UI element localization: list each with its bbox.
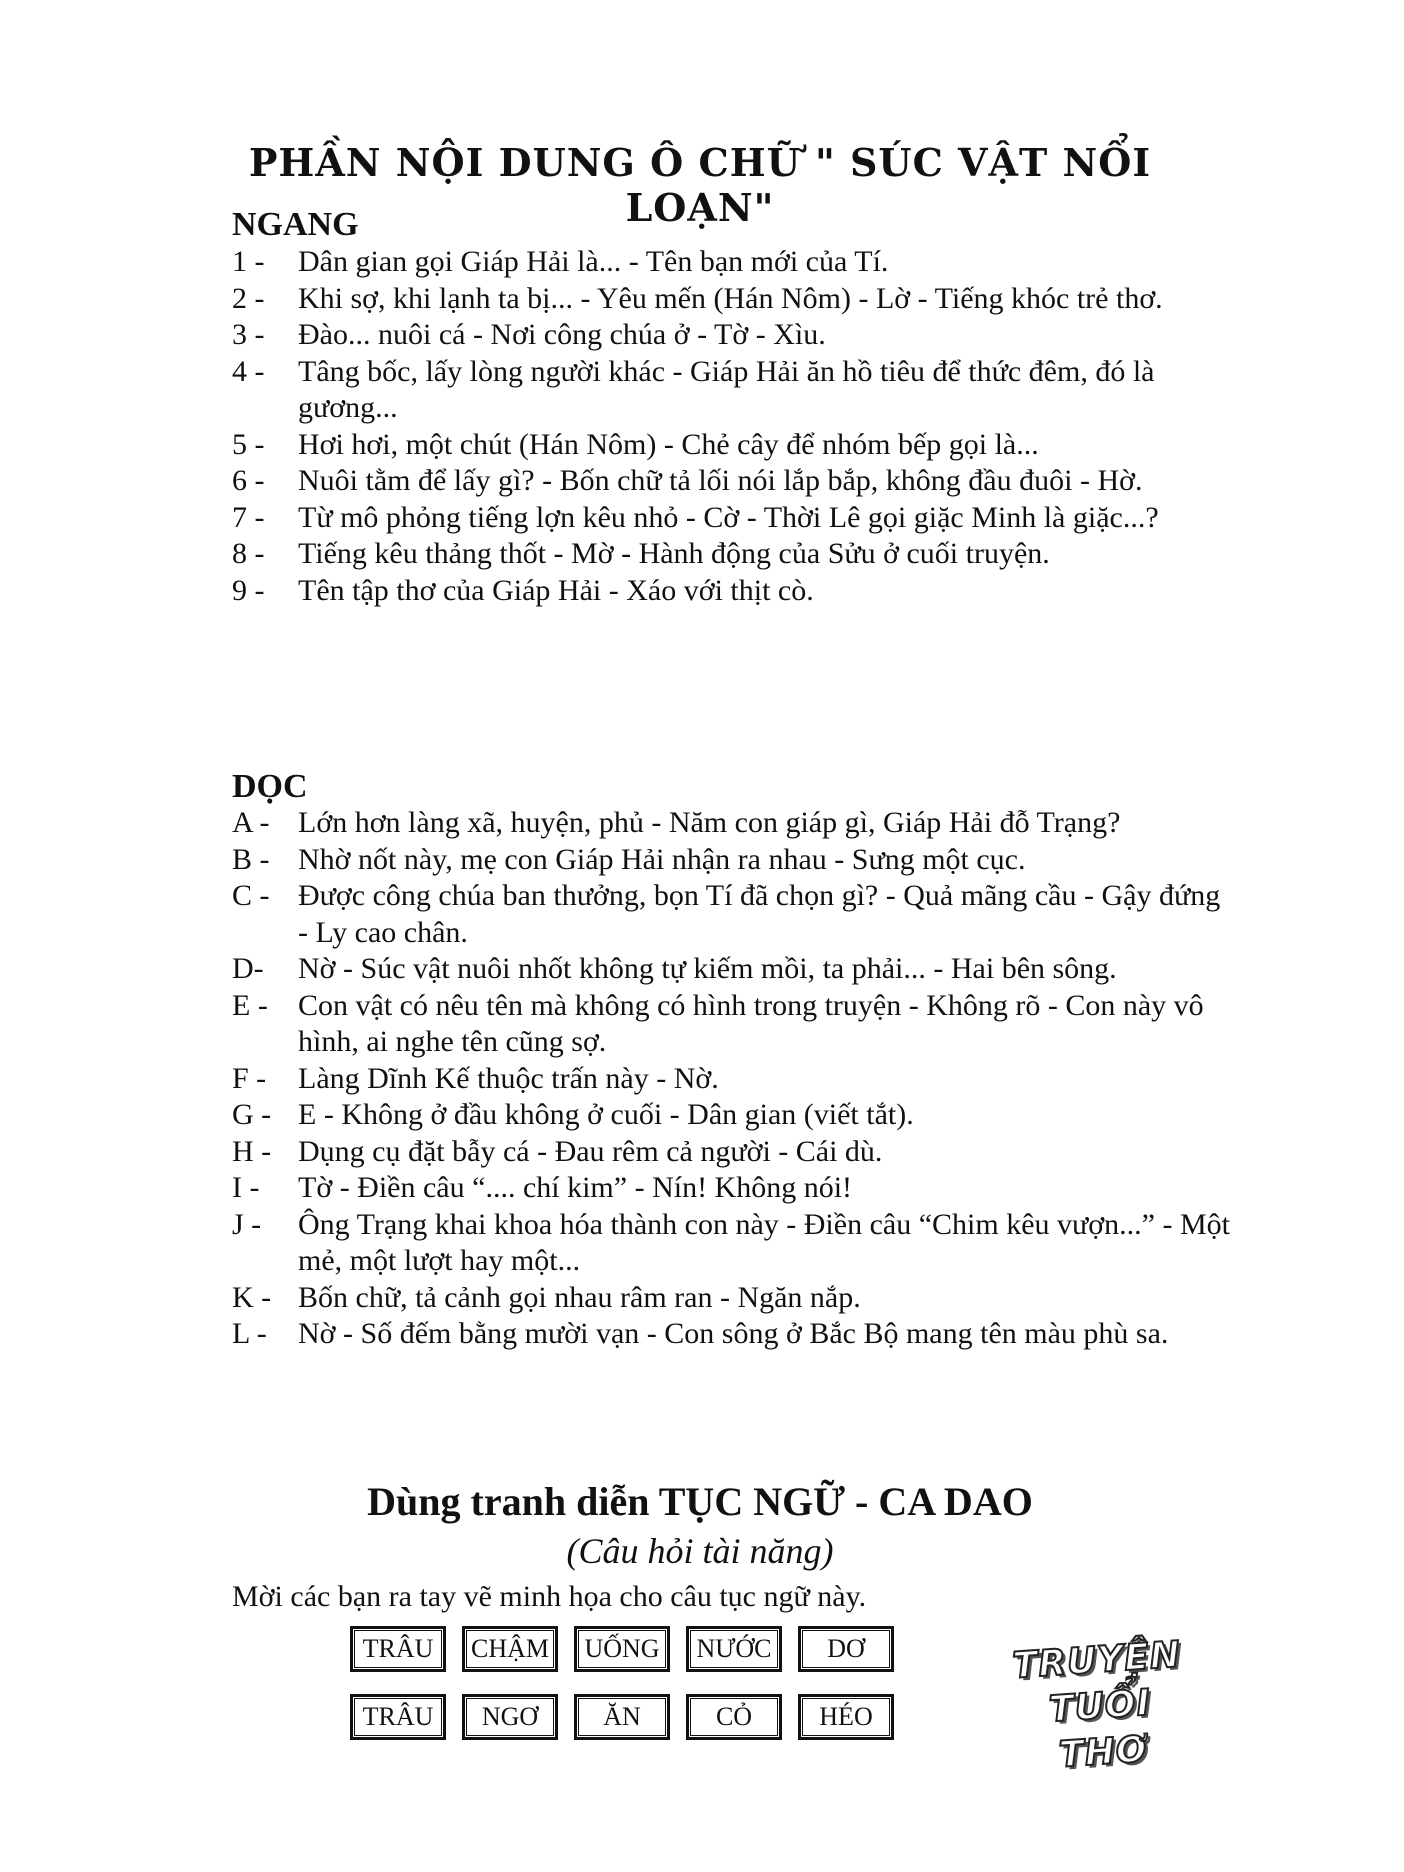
clue-item [232,354,1232,427]
word-box: TRÂU [350,1626,446,1672]
clue-number: E - [232,988,268,1022]
clue-item [232,536,1232,573]
word-box: DƠ [798,1626,894,1672]
clue-item [232,1280,1232,1317]
clue-text: Tờ - Điền câu “.... chí kim” - Nín! Không nói! [298,1171,853,1204]
clue-item [232,951,1232,988]
clue-text: Dụng cụ đặt bẫy cá - Đau rêm cả người - Cái dù. [298,1134,883,1168]
word-box: UỐNG [574,1626,670,1672]
clue-text: Lớn hơn làng xã, huyện, phủ - Năm con giáp gì, Giáp Hải đỗ Trạng? [298,806,1121,839]
clue-number: D- [232,952,264,985]
clue-number: F - [232,1061,267,1095]
clue-text: Làng Dĩnh Kế thuộc trấn này - Nờ. [298,1061,719,1095]
clue-text: Tiếng kêu thảng thốt - Mờ - Hành động của Sửu ở cuối truyện. [298,537,1050,570]
word-row-1 [350,1626,894,1672]
clue-text: Được công chúa ban thưởng, bọn Tí đã chọn gì? - Quả mãng cầu - Gậy đứng - Ly cao chân. [298,879,1221,949]
word-row-2 [350,1694,894,1740]
clue-text: Từ mô phỏng tiếng lợn kêu nhỏ - Cờ - Thời Lê gọi giặc Minh là giặc...? [298,500,1159,534]
clue-number: I - [232,1171,260,1204]
clue-number: 3 - [232,318,265,351]
clue-item [232,842,1232,879]
doc-heading: DỌC [232,768,308,805]
clue-item [232,1170,1232,1207]
clue-text: Tên tập thơ của Giáp Hải - Xáo với thịt cò. [298,573,814,607]
clue-item [232,1207,1232,1280]
clue-text: Tâng bốc, lấy lòng người khác - Giáp Hải ăn hồ tiêu để thức đêm, đó là gương... [298,354,1155,424]
word-box: NGƠ [462,1694,558,1740]
ngang-heading: NGANG [232,206,359,243]
clue-number: 2 - [232,281,265,315]
proverb-instruction: Mời các bạn ra tay vẽ minh họa cho câu tục ngữ này. [232,1580,867,1613]
clue-number: 5 - [232,427,265,461]
clue-number: J - [232,1207,262,1241]
clue-number: 1 - [232,245,265,278]
clue-text: Đào... nuôi cá - Nơi công chúa ở - Tờ - Xìu. [298,318,826,351]
clue-text: Nờ - Số đếm bằng mười vạn - Con sông ở Bắc Bộ mang tên màu phù sa. [298,1317,1169,1350]
clue-text: Con vật có nêu tên mà không có hình trong truyện - Không rõ - Con này vô hình, ai nghe tên cũng sợ. [298,988,1204,1058]
clue-number: 7 - [232,500,265,534]
clue-item [232,1316,1232,1353]
clue-item [232,281,1232,318]
word-box: ĂN [574,1694,670,1740]
clue-number: C - [232,879,270,912]
clue-number: H - [232,1134,272,1168]
clue-number: 8 - [232,537,265,570]
truyen-tuoi-tho-logo [1009,1632,1188,1776]
clue-text: Bốn chữ, tả cảnh gọi nhau râm ran - Ngăn nắp. [298,1280,861,1314]
word-box: NƯỚC [686,1626,782,1672]
clue-item [232,463,1232,500]
page-title: PHẦN NỘI DUNG Ô CHỮ " SÚC VẬT NỔI LOẠN" [248,140,1152,230]
clue-item [232,427,1232,464]
clue-item [232,500,1232,537]
clue-text: E - Không ở đầu không ở cuối - Dân gian (viết tắt). [298,1098,914,1131]
clue-number: G - [232,1098,272,1131]
clue-item [232,1097,1232,1134]
word-box: CỎ [686,1694,782,1740]
clue-number: 4 - [232,354,265,388]
word-box: HÉO [798,1694,894,1740]
clue-number: 6 - [232,464,265,497]
proverb-subtitle: (Câu hỏi tài năng) [566,1531,834,1571]
clue-number: 9 - [232,573,265,607]
logo-line-2: TUỔI THƠ [1047,1682,1153,1776]
clue-item [232,573,1232,610]
word-box: TRÂU [350,1694,446,1740]
clue-number: L - [232,1317,267,1350]
clue-item [232,988,1232,1061]
clue-item [232,244,1232,281]
clue-number: A - [232,806,270,839]
clue-item [232,805,1232,842]
clue-item [232,317,1232,354]
clue-text: Nuôi tằm để lấy gì? - Bốn chữ tả lối nói lắp bắp, không đầu đuôi - Hờ. [298,464,1143,497]
clue-text: Nờ - Súc vật nuôi nhốt không tự kiếm mồi, ta phải... - Hai bên sông. [298,952,1117,985]
clue-number: K - [232,1280,272,1314]
clue-text: Hơi hơi, một chút (Hán Nôm) - Chẻ cây để nhóm bếp gọi là... [298,427,1039,461]
doc-clue-list [232,805,1232,1353]
clue-number: B - [232,842,270,876]
clue-text: Nhờ nốt này, mẹ con Giáp Hải nhận ra nhau - Sưng một cục. [298,842,1026,876]
logo-line-1: TRUYỆN [1011,1634,1183,1687]
clue-text: Ông Trạng khai khoa hóa thành con này - Điền câu “Chim kêu vượn...” - Một mẻ, một lượt hay một... [298,1207,1230,1277]
word-box: CHẬM [462,1626,558,1672]
clue-text: Khi sợ, khi lạnh ta bị... - Yêu mến (Hán Nôm) - Lờ - Tiếng khóc trẻ thơ. [298,281,1163,315]
clue-item [232,878,1232,951]
ngang-clue-list [232,244,1232,609]
clue-item [232,1061,1232,1098]
proverb-title: Dùng tranh diễn TỤC NGỮ - CA DAO [367,1479,1033,1524]
clue-text: Dân gian gọi Giáp Hải là... - Tên bạn mới của Tí. [298,245,889,278]
clue-item [232,1134,1232,1171]
